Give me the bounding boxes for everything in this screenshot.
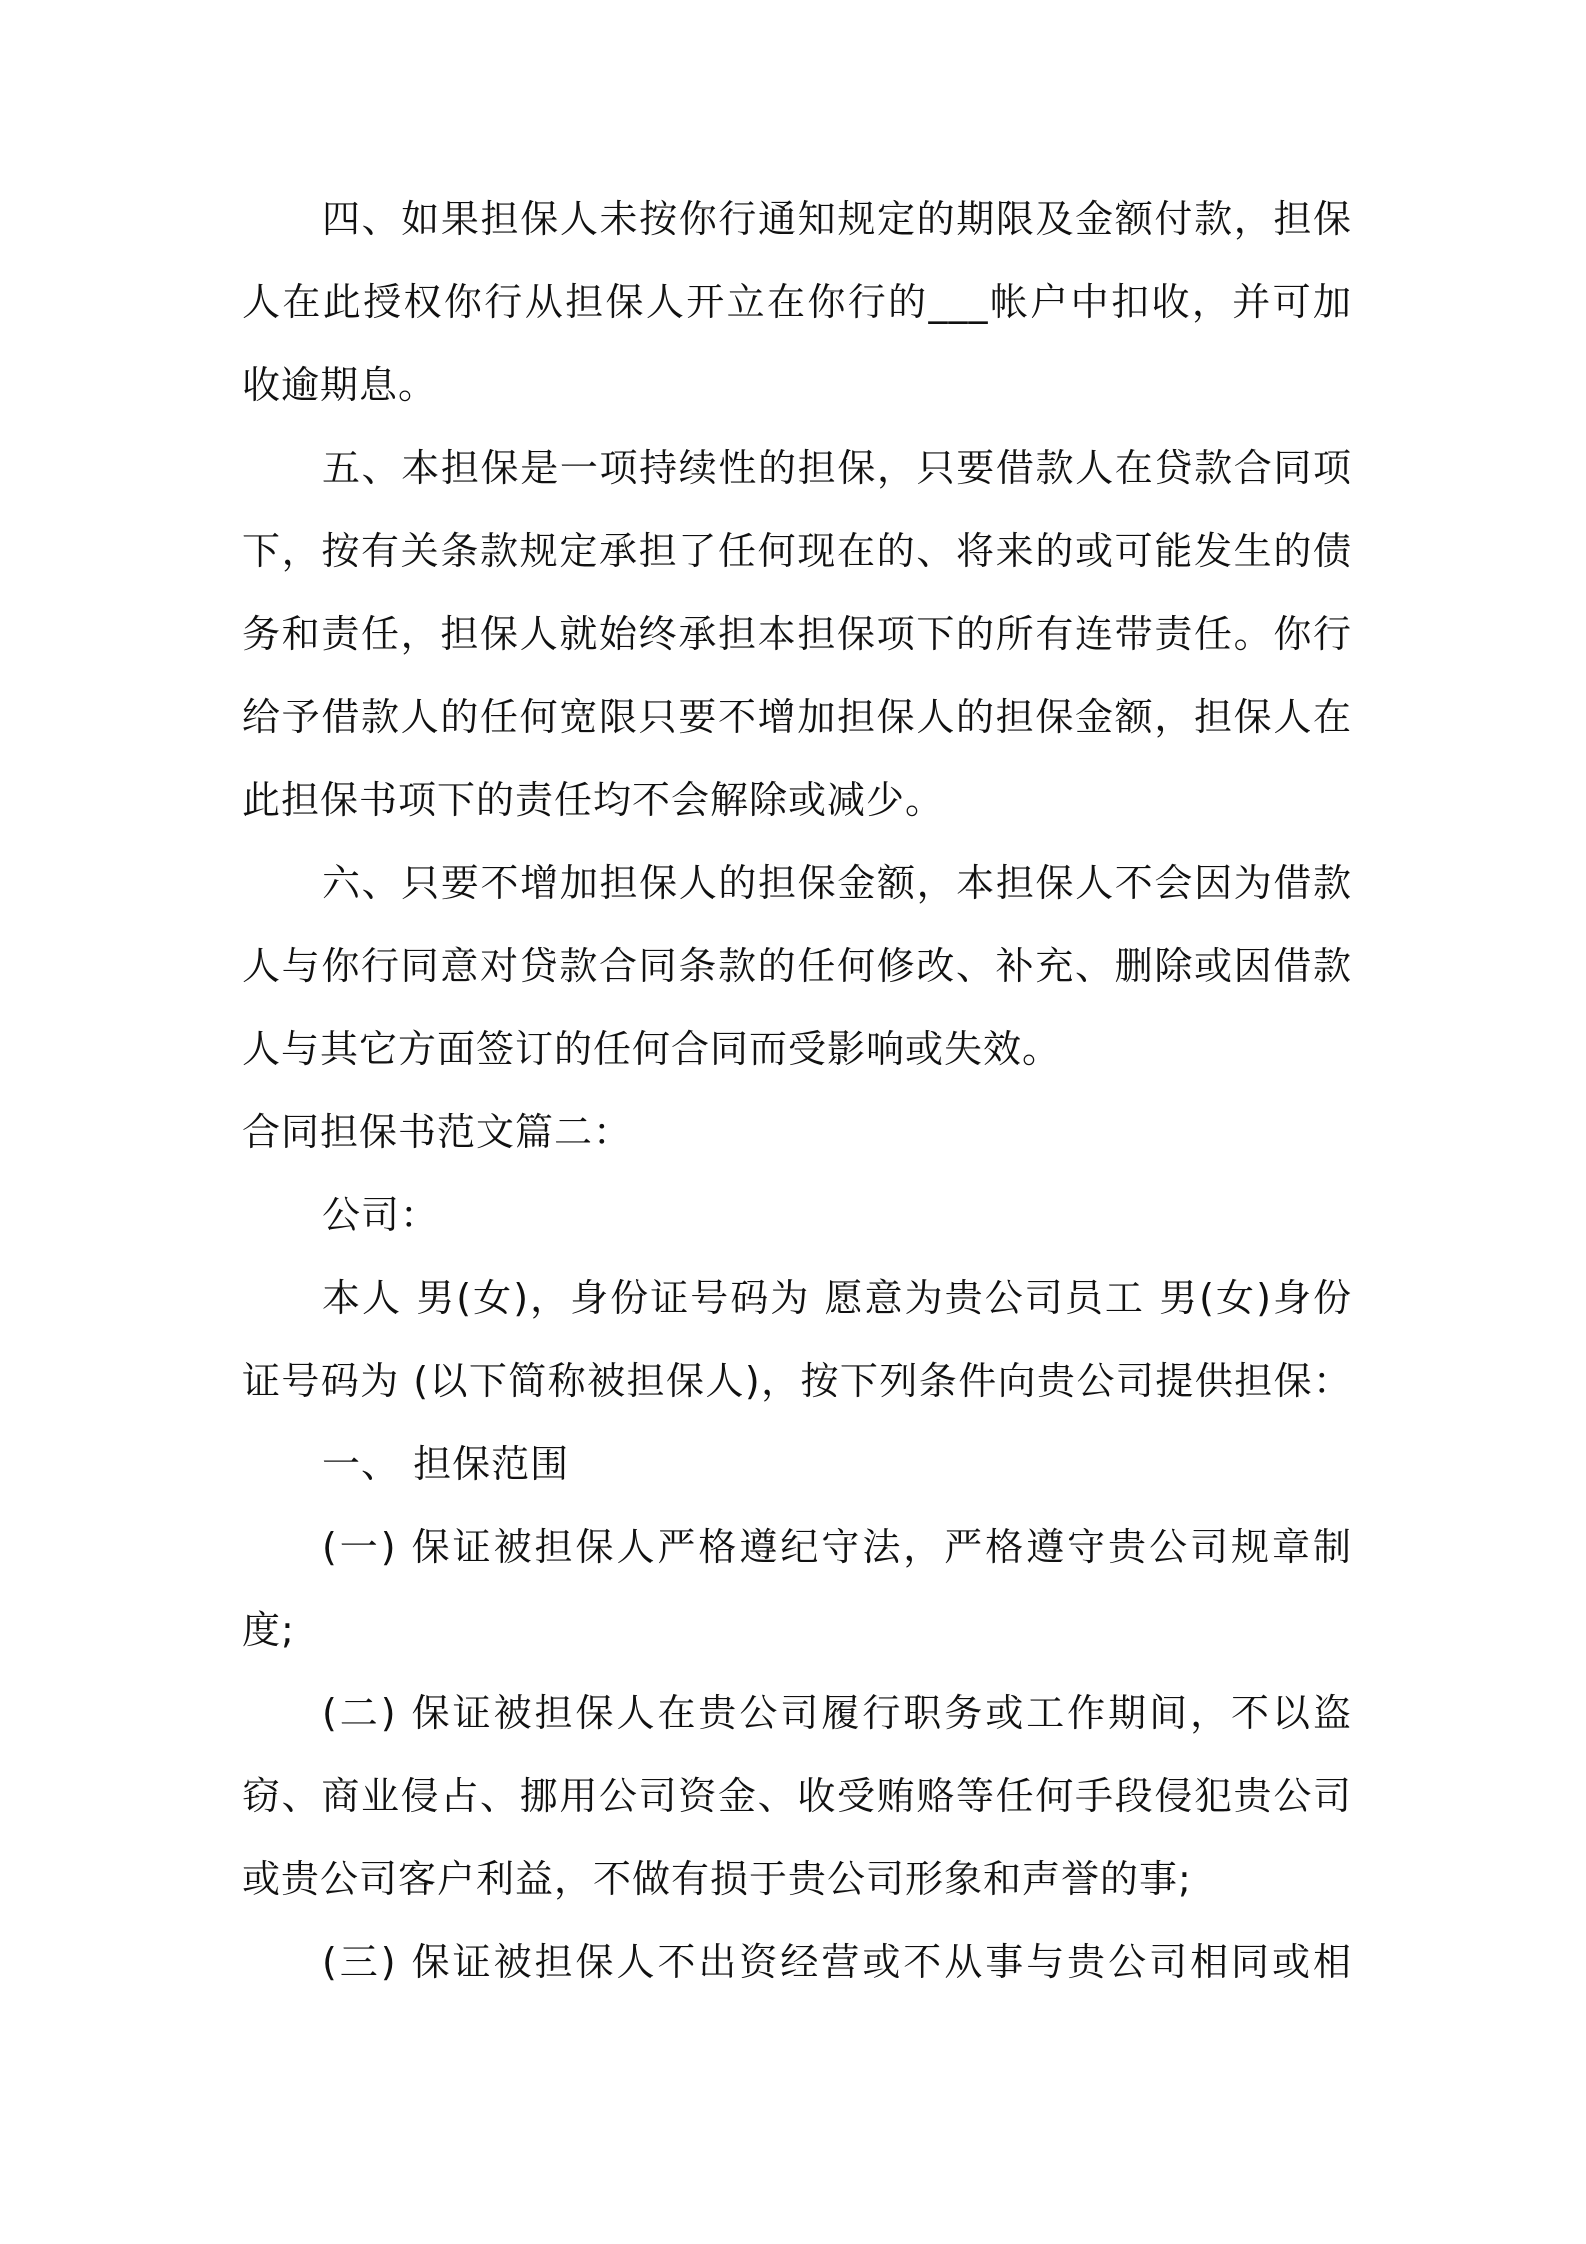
text-line: 人与你行同意对贷款合同条款的任何修改、补充、删除或因借款 xyxy=(242,944,1352,988)
text-line: 本人 男(女)，身份证号码为 愿意为贵公司员工 男(女)身份 xyxy=(322,1276,1352,1320)
text-line: (三) 保证被担保人不出资经营或不从事与贵公司相同或相 xyxy=(322,1940,1352,1984)
text-line: 或贵公司客户利益，不做有损于贵公司形象和声誉的事; xyxy=(242,1857,1192,1901)
text-line: 务和责任，担保人就始终承担本担保项下的所有连带责任。你行 xyxy=(242,612,1352,656)
paragraph-intro xyxy=(242,1275,1352,1404)
text-line: 四、如果担保人未按你行通知规定的期限及金额付款，担保 xyxy=(322,197,1352,241)
section-title: 合同担保书范文篇二： xyxy=(242,1110,633,1154)
text-line: (二) 保证被担保人在贵公司履行职务或工作期间，不以盗 xyxy=(322,1691,1352,1735)
text-line: 给予借款人的任何宽限只要不增加担保人的担保金额，担保人在 xyxy=(242,695,1352,739)
text-line: 六、只要不增加担保人的担保金额，本担保人不会因为借款 xyxy=(322,861,1352,905)
document-body xyxy=(242,196,1352,1985)
text-line: 窃、商业侵占、挪用公司资金、收受贿赂等任何手段侵犯贵公司 xyxy=(242,1774,1352,1818)
paragraph-scope-2 xyxy=(242,1690,1352,1902)
text-line: 人与其它方面签订的任何合同而受影响或失效。 xyxy=(242,1027,1062,1071)
text-line: 下，按有关条款规定承担了任何现在的、将来的或可能发生的债 xyxy=(242,529,1352,573)
paragraph-clause-4 xyxy=(242,196,1352,408)
paragraph-scope-1 xyxy=(242,1524,1352,1653)
text-line: 度; xyxy=(242,1608,295,1652)
paragraph-clause-6 xyxy=(242,860,1352,1072)
text-line: 证号码为 (以下简称被担保人)，按下列条件向贵公司提供担保： xyxy=(242,1359,1352,1403)
text-line: 五、本担保是一项持续性的担保，只要借款人在贷款合同项 xyxy=(322,446,1352,490)
text-line: (一) 保证被担保人严格遵纪守法，严格遵守贵公司规章制 xyxy=(322,1525,1352,1569)
text-line: 收逾期息。 xyxy=(242,363,438,407)
scope-heading: 一、 担保范围 xyxy=(322,1442,570,1486)
paragraph-scope-3 xyxy=(242,1939,1352,1985)
text-line: 此担保书项下的责任均不会解除或减少。 xyxy=(242,778,945,822)
paragraph-clause-5 xyxy=(242,445,1352,823)
addressee-line: 公司： xyxy=(322,1193,440,1237)
text-line: 人在此授权你行从担保人开立在你行的___帐户中扣收，并可加 xyxy=(242,280,1352,324)
